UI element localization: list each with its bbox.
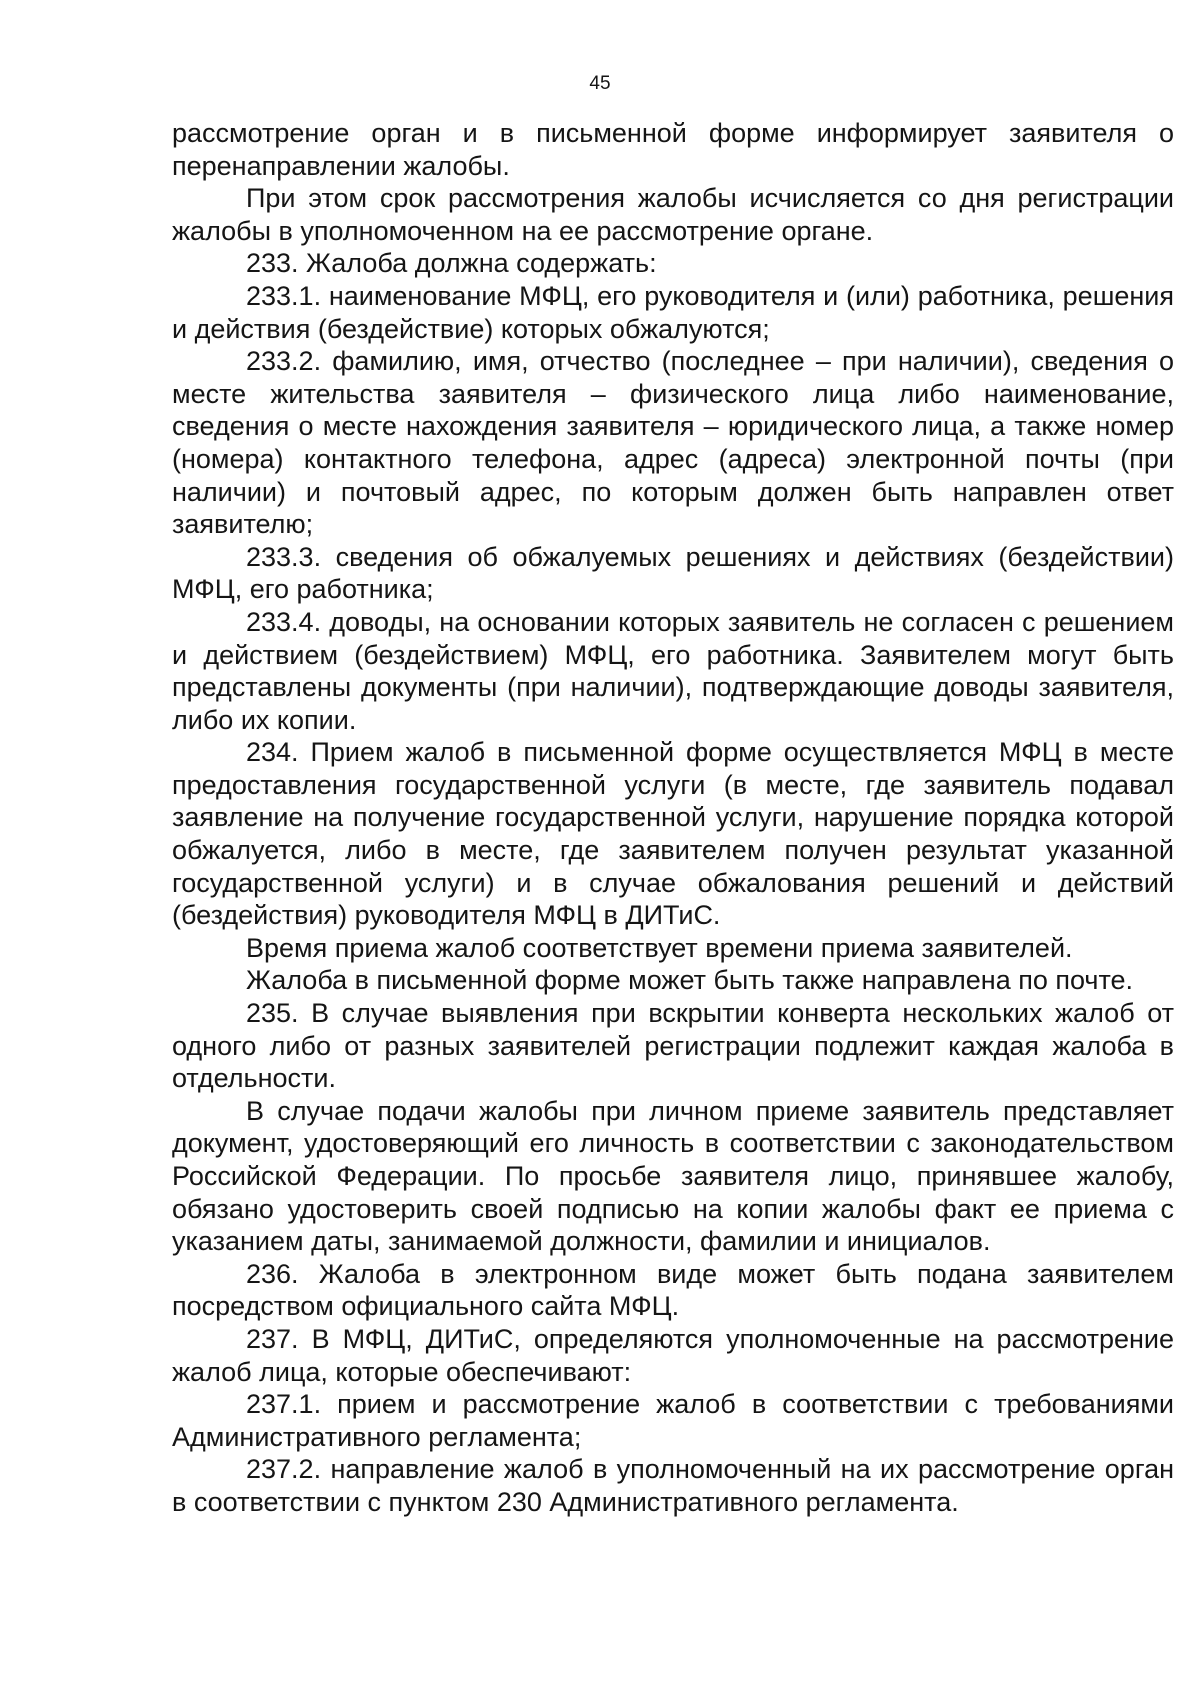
paragraph-personal-reception: В случае подачи жалобы при личном приеме заявитель представляет документ, удостоверяющий его личность в соответствии с законодательством Российской Федерации. По просьбе заявителя лицо, принявшее жалобу, обязано удостоверить своей подписью на копии жалобы факт ее приема с указанием даты, занимаемой должности, фамилии и инициалов.	[172, 1095, 1174, 1257]
paragraph-review-period: При этом срок рассмотрения жалобы исчисляется со дня регистрации жалобы в уполномоченном на ее рассмотрение органе.	[172, 183, 1174, 246]
paragraph-237-1: 237.1. прием и рассмотрение жалоб в соответствии с требованиями Административного регламента;	[172, 1389, 1174, 1452]
paragraph-237-2: 237.2. направление жалоб в уполномоченный на их рассмотрение орган в соответствии с пунктом 230 Административного регламента.	[172, 1454, 1174, 1517]
document-body	[172, 117, 1174, 1519]
paragraph-reception-time: Время приема жалоб соответствует времени приема заявителей.	[246, 932, 1073, 963]
paragraph-postal-complaint: Жалоба в письменной форме может быть также направлена по почте.	[246, 965, 1134, 996]
paragraph-233-3: 233.3. сведения об обжалуемых решениях и действиях (бездействии) МФЦ, его работника;	[172, 541, 1174, 605]
paragraph-233-1: 233.1. наименование МФЦ, его руководителя и (или) работника, решения и действия (бездействие) которых обжалуются;	[172, 280, 1174, 344]
paragraph-continuation: рассмотрение орган и в письменной форме информирует заявителя о перенаправлении жалобы.	[172, 118, 1174, 181]
paragraph-233-2: 233.2. фамилию, имя, отчество (последнее – при наличии), сведения о месте жительства заявителя – физического лица либо наименование, сведения о месте нахождения заявителя – юридического лица, а также номер (номера) контактного телефона, адрес (адреса) электронной почты (при наличии) и почтовый адрес, по которым должен быть направлен ответ заявителю;	[172, 346, 1174, 540]
paragraph-233-4: 233.4. доводы, на основании которых заявитель не согласен с решением и действием (бездействием) МФЦ, его работника. Заявителем могут быть представлены документы (при наличии), подтверждающие доводы заявителя, либо их копии.	[172, 606, 1174, 735]
page-number: 45	[589, 73, 611, 94]
paragraph-234: 234. Прием жалоб в письменной форме осуществляется МФЦ в месте предоставления государственной услуги (в месте, где заявитель подавал заявление на получение государственной услуги, нарушение порядка которой обжалуется, либо в месте, где заявителем получен результат указанной государственной услуги) и в случае обжалования решений и действий (бездействия) руководителя МФЦ в ДИТиС.	[172, 737, 1174, 931]
paragraph-237: 237. В МФЦ, ДИТиС, определяются уполномоченные на рассмотрение жалоб лица, которые обеспечивают:	[172, 1323, 1174, 1387]
paragraph-235: 235. В случае выявления при вскрытии конверта нескольких жалоб от одного либо от разных заявителей регистрации подлежит каждая жалоба в отдельности.	[172, 998, 1174, 1094]
paragraph-233: 233. Жалоба должна содержать:	[246, 248, 657, 279]
paragraph-236: 236. Жалоба в электронном виде может быть подана заявителем посредством официального сайта МФЦ.	[172, 1258, 1174, 1322]
